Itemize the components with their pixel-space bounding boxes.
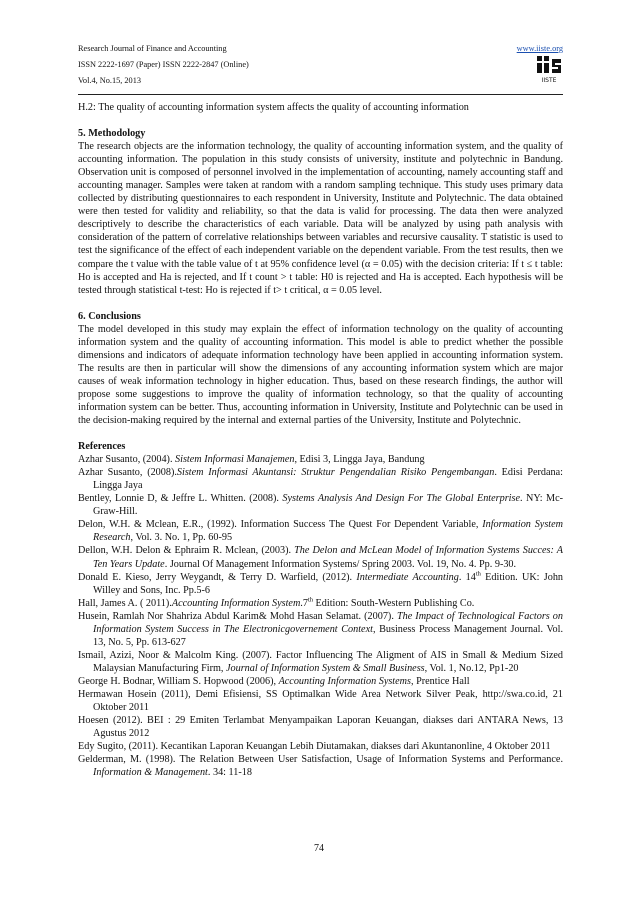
journal-header <box>78 41 563 91</box>
journal-volume: Vol.4, No.15, 2013 <box>78 76 141 85</box>
reference-item <box>78 453 563 466</box>
reference-item <box>78 649 563 675</box>
reference-ital: Journal of Information System & Small Business <box>225 662 425 674</box>
journal-title: Research Journal of Finance and Accounting <box>78 44 227 53</box>
reference-post: . 14 <box>458 571 476 583</box>
reference-item <box>78 492 563 518</box>
reference-post: . Journal Of Management Information Systems/ Spring 2003. Vol. 19, No. 4. Pp. 9-30. <box>164 558 517 570</box>
reference-ital: Intermediate Accounting <box>356 571 459 583</box>
header-rule <box>78 94 563 95</box>
reference-pre: Bentley, Lonnie D, & Jeffre L. Whitten. (2008). <box>78 493 283 505</box>
reference-ital: Systems Analysis And Design For The Global Enterprise <box>282 493 520 505</box>
reference-pre: Hall, James A. ( 2011). <box>78 597 172 609</box>
reference-pre: Donald E. Kieso, Jerry Weygandt, & Terry D. Warfield, (2012). <box>78 571 357 583</box>
reference-pre: Gelderman, M. (1998). The Relation Between User Satisfaction, Usage of Information Systems and Performance. <box>78 754 563 766</box>
methodology-section <box>78 127 563 297</box>
reference-ital: Sistem Informasi Akuntansi: Struktur Pengendalian Risiko Pengembangan <box>176 467 495 479</box>
references-heading: References <box>78 441 126 453</box>
reference-pre: Dellon, W.H. Delon & Ephraim R. Mclean, (2003). <box>78 545 295 557</box>
reference-ital: The Delon and McLean Model of Information Systems Succes: A Ten Years Update <box>93 545 563 570</box>
page-number: 74 <box>314 843 324 854</box>
iiste-logo <box>535 54 563 84</box>
journal-url-link[interactable]: www.iiste.org <box>516 44 563 53</box>
reference-item <box>78 740 563 753</box>
reference-item <box>78 544 563 570</box>
reference-post: . NY: Mc-Graw-Hill. <box>93 493 563 518</box>
reference-ital: Accounting Information Systems <box>278 675 411 687</box>
reference-pre: Ismail, Azizi, Noor & Malcolm King. (2007). Factor Influencing The Aligment of AIS in Small & Medium Sized Malaysian Manufacturing Firm, <box>78 649 563 674</box>
reference-post: , Business Process Management Journal. Vol. 13, No. 5, Pp. 613-627 <box>93 623 563 648</box>
reference-item <box>78 610 563 649</box>
reference-pre: Husein, Ramlah Nor Shahriza Abdul Karim& Mohd Hasan Selamat. (2007). <box>78 610 397 622</box>
reference-item <box>78 518 563 544</box>
reference-item <box>78 714 563 740</box>
reference-item <box>78 466 563 492</box>
reference-post: . Edisi Perdana: Lingga Jaya <box>93 467 563 492</box>
reference-ital: The Impact of Technological Factors on Information System Success in The Electronicgovernement Context <box>93 610 563 635</box>
reference-list <box>78 453 563 779</box>
reference-pre: Edy Sugito, (2011). Kecantikan Laporan Keuangan Lebih Diutamakan, diakses dari Akuntanonline, 4 Oktober 2011 <box>78 741 551 753</box>
reference-item <box>78 688 563 714</box>
reference-item <box>78 675 563 688</box>
reference-pre: Azhar Susanto, (2008). <box>78 467 177 479</box>
reference-item <box>78 571 563 597</box>
reference-sup: th <box>475 570 481 578</box>
reference-item <box>78 753 563 779</box>
reference-ital: Accounting Information System <box>171 597 301 609</box>
reference-post2: Edition. UK: John Willey and Sons, Inc. Pp.5-6 <box>93 571 564 596</box>
reference-post: , Vol. 1, No.12, Pp1-20 <box>424 662 519 674</box>
methodology-heading: 5. Methodology <box>78 128 146 140</box>
reference-post2: Edition: South-Western Publishing Co. <box>313 597 475 609</box>
reference-post: . 34: 11-18 <box>207 767 252 779</box>
article-body <box>78 101 563 779</box>
reference-pre: George H. Bodnar, William S. Hopwood (2006), <box>78 675 279 687</box>
reference-ital: Information System Research <box>93 519 563 544</box>
reference-item <box>78 597 563 610</box>
reference-pre: Hoesen (2012). BEI : 29 Emiten Terlambat Menyampaikan Laporan Keuangan, diakses dari ANTARA News, 13 Agustus 2012 <box>78 715 563 740</box>
reference-sup: th <box>307 596 313 604</box>
reference-ital: Sistem Informasi Manajemen <box>175 454 295 466</box>
references-section <box>78 440 563 779</box>
reference-post: , Vol. 3. No. 1, Pp. 60-95 <box>130 532 233 544</box>
conclusions-section <box>78 310 563 427</box>
reference-post: , Edisi 3, Lingga Jaya, Bandung <box>294 454 425 466</box>
reference-pre: Azhar Susanto, (2004). <box>78 454 176 466</box>
reference-ital: Information & Management <box>93 767 208 779</box>
reference-pre: Hermawan Hosein (2011), Demi Efisiensi, SS Optimalkan Wide Area Network Silver Peak, http://swa.co.id, 21 Oktober 2011 <box>78 688 563 714</box>
methodology-paragraph: The research objects are the information technology, the quality of accounting information system, and the quality of accounting information. The population in this study consists of university, institute and polytechnic in Bandung. Observation unit is composed of personnel involved in the implementation of accounting, namely accounting staff and accounting manager. Samples were taken at random with a random sampling technique. This study uses primary data collected by distributing questionnaires to each respondent in University, Institute and Polytechnic. The data obtained were then tested for validity and reliability, so that the data is valid for processing. The data then were analyzed descriptively to describe the characteristics of each variable. Data will be analyzed by using path analysis with consideration of the pattern of correlative relationships between variables and recursive causality. T statistic is used to test the significance of the effect of each independent variable on the dependent variable. From the test results, then we compare the t value with the table value of t at 95% confidence level (α = 0.05) with the decision criteria: If t ≤ t table: Ho is accepted and Ha is rejected, and If t count > t table: H0 is rejected and Ha is accepted. Each hypothesis will be tested through statistical t-test: Ho is rejected if t> t critical, α = 0.05 level. <box>78 141 563 296</box>
reference-post: , Prentice Hall <box>410 675 470 687</box>
hypothesis-2: H.2: The quality of accounting information system affects the quality of accounting information <box>78 102 469 113</box>
conclusions-heading: 6. Conclusions <box>78 310 141 322</box>
conclusions-paragraph: The model developed in this study may explain the effect of information technology on the quality of accounting information system and the quality of accounting information. This model is able to predict whether the possible dimensions and indicators of adequate information technology have been applied in accounting information system. The results are then in particular will show the dimensions of any accounting information system which are major causes of weak information technology in higher education. Thus, based on these research findings, the author will propose some suggestions to improve the quality of information technology, so that the quality of accounting information system can be better. Thus, accounting information in University, Institute and Polytechnic can be used in the decision-making required by the internal and external parties of the University, Institute and Polytechnic. <box>78 323 563 427</box>
reference-pre: Delon, W.H. & Mclean, E.R., (1992). Information Success The Quest For Dependent Variable, <box>78 519 483 531</box>
journal-issn: ISSN 2222-1697 (Paper) ISSN 2222-2847 (Online) <box>78 60 249 69</box>
reference-post: .7 <box>300 597 308 609</box>
svg-text:IISTE: IISTE <box>541 77 557 84</box>
